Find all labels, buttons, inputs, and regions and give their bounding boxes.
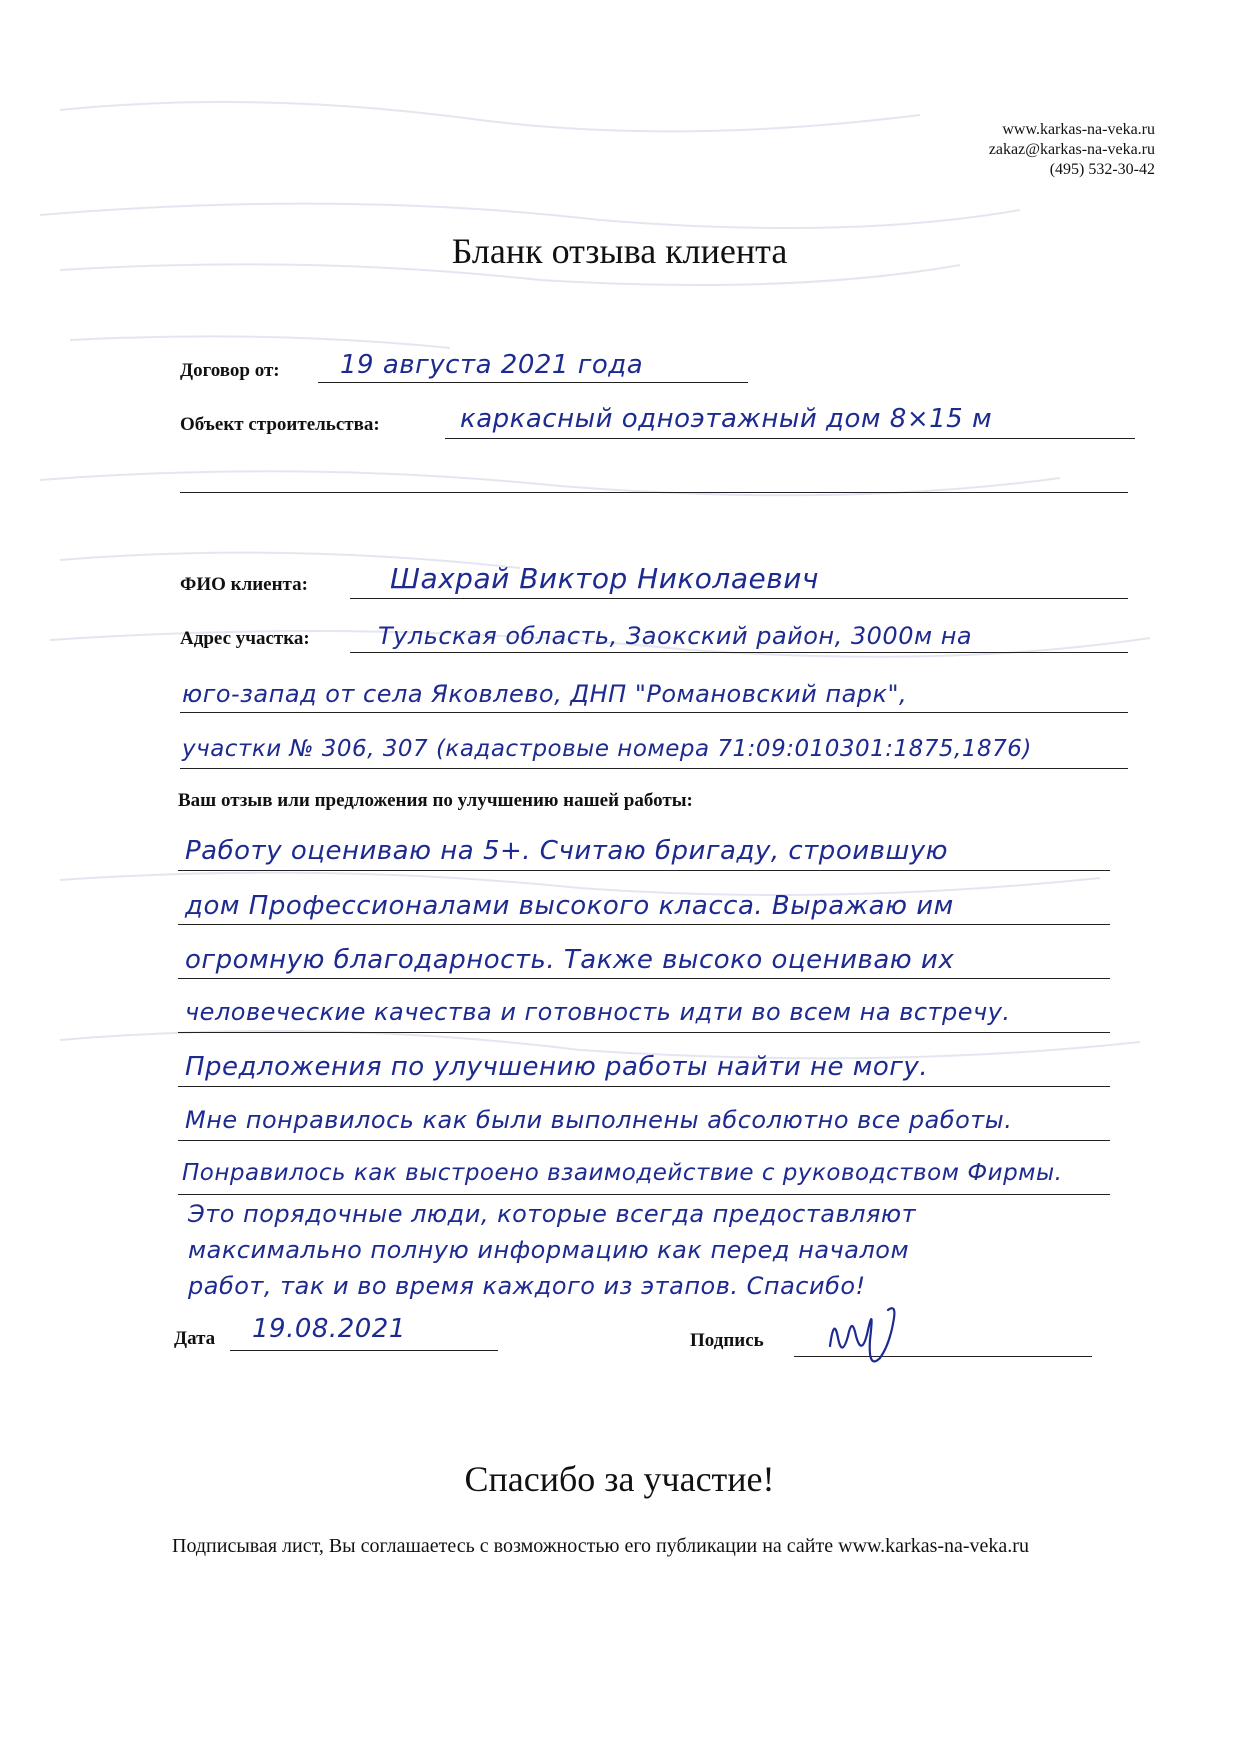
feedback-text-2: дом Профессионалами высокого класса. Выражаю им: [185, 891, 954, 921]
address-text-2: юго-запад от села Яковлево, ДНП "Романовский парк",: [182, 680, 908, 708]
feedback-text-1: Работу оцениваю на 5+. Считаю бригаду, строившую: [185, 836, 949, 866]
contract-label: Договор от:: [180, 360, 280, 381]
client-line: [350, 598, 1128, 599]
object-line: [445, 438, 1135, 439]
object-line-2: [180, 492, 1128, 493]
form-title: Бланк отзыва клиента: [451, 231, 788, 271]
feedback-text-4: человеческие качества и готовность идти во всем на встречу.: [185, 998, 1011, 1026]
thanks-heading: Спасибо за участие!: [464, 1459, 775, 1499]
feedback-text-3: огромную благодарность. Также высоко оцениваю их: [185, 945, 955, 975]
contract-value: 19 августа 2021 года: [340, 350, 644, 380]
address-label: Адрес участка:: [180, 628, 310, 649]
signature-label: Подпись: [690, 1330, 764, 1351]
feedback-line-5: [178, 1086, 1110, 1087]
publication-note: Подписывая лист, Вы соглашаетесь с возможностью его публикации на сайте www.karkas-na-veka.ru: [172, 1535, 1029, 1557]
address-line-3: [180, 768, 1128, 769]
company-contacts: [989, 120, 1155, 180]
date-value: 19.08.2021: [252, 1314, 406, 1344]
address-line-2: [180, 712, 1128, 713]
handwritten-signature: [822, 1296, 932, 1376]
feedback-text-9: максимально полную информацию как перед началом: [188, 1236, 910, 1264]
feedback-text-10: работ, так и во время каждого из этапов. Спасибо!: [188, 1272, 866, 1300]
feedback-text-8: Это порядочные люди, которые всегда предоставляют: [188, 1200, 917, 1228]
company-phone: (495) 532-30-42: [1049, 161, 1155, 178]
feedback-text-5: Предложения по улучшению работы найти не могу.: [185, 1052, 929, 1082]
address-line-1: [350, 652, 1128, 653]
object-label: Объект строительства:: [180, 414, 380, 435]
client-label: ФИО клиента:: [180, 574, 308, 595]
client-value: Шахрай Виктор Николаевич: [390, 562, 819, 595]
feedback-text-6: Мне понравилось как были выполнены абсолютно все работы.: [185, 1106, 1013, 1134]
feedback-line-3: [178, 978, 1110, 979]
date-label: Дата: [174, 1328, 216, 1349]
feedback-label: Ваш отзыв или предложения по улучшению нашей работы:: [178, 790, 693, 811]
object-value: каркасный одноэтажный дом 8×15 м: [460, 404, 993, 434]
company-website: www.karkas-na-veka.ru: [1002, 121, 1155, 138]
feedback-line-2: [178, 924, 1110, 925]
feedback-line-7: [178, 1194, 1110, 1195]
date-line: [230, 1350, 498, 1351]
company-email: zakaz@karkas-na-veka.ru: [988, 141, 1155, 158]
feedback-line-4: [178, 1032, 1110, 1033]
feedback-line-1: [178, 870, 1110, 871]
feedback-line-6: [178, 1140, 1110, 1141]
feedback-text-7: Понравилось как выстроено взаимодействие с руководством Фирмы.: [182, 1160, 1063, 1186]
address-text-1: Тульская область, Заокский район, 3000м на: [378, 622, 973, 650]
address-text-3: участки № 306, 307 (кадастровые номера 71:09:010301:1875,1876): [182, 736, 1032, 762]
contract-line: [318, 382, 748, 383]
